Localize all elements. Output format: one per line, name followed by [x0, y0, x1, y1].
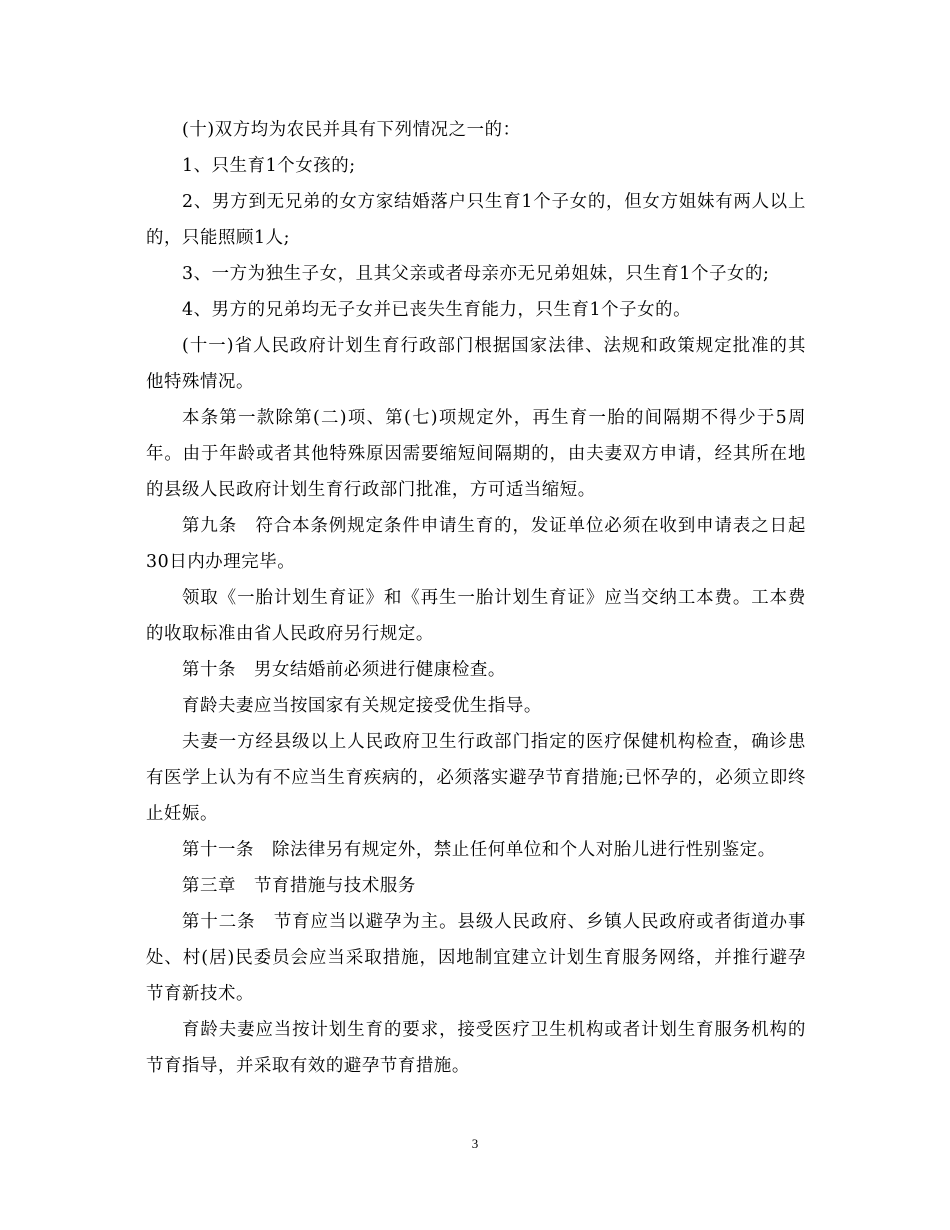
paragraph-rural-couples: (十)双方均为农民并具有下列情况之一的：: [182, 120, 521, 140]
paragraph-item-2: 2、男方到无兄弟的女方家结婚落户只生育1个子女的，但女方姐妹有两人以上的，只能照顾1人;: [146, 192, 806, 248]
paragraph-medical-check: 夫妻一方经县级以上人民政府卫生行政部门指定的医疗保健机构检查，确诊患有医学上认为有不应当生育疾病的，必须落实避孕节育措施;已怀孕的，必须立即终止妊娠。: [146, 732, 806, 824]
paragraph-item-1: 1、只生育1个女孩的;: [182, 156, 356, 176]
paragraph-article-12: 第十二条 节育应当以避孕为主。县级人民政府、乡镇人民政府或者街道办事处、村(居)民委员会应当采取措施，因地制宜建立计划生育服务网络，并推行避孕节育新技术。: [146, 912, 806, 1004]
paragraph-article-10: 第十条 男女结婚前必须进行健康检查。: [182, 660, 506, 680]
paragraph-item-3: 3、一方为独生子女，且其父亲或者母亲亦无兄弟姐妹，只生育1个子女的;: [182, 264, 770, 284]
paragraph-eugenics-guidance: 育龄夫妻应当按国家有关规定接受优生指导。: [182, 696, 542, 716]
paragraph-certificate-fee: 领取《一胎计划生育证》和《再生一胎计划生育证》应当交纳工本费。工本费的收取标准由省人民政府另行规定。: [146, 588, 806, 644]
paragraph-article-9: 第九条 符合本条例规定条件申请生育的，发证单位必须在收到申请表之日起30日内办理完毕。: [146, 516, 806, 572]
paragraph-contraception: 育龄夫妻应当按计划生育的要求，接受医疗卫生机构或者计划生育服务机构的节育指导，并采取有效的避孕节育措施。: [146, 1020, 806, 1076]
paragraph-item-4: 4、男方的兄弟均无子女并已丧失生育能力，只生育1个子女的。: [182, 300, 692, 320]
page-number: 3: [471, 1136, 479, 1151]
chapter-heading: 第三章 节育措施与技术服务: [182, 876, 416, 896]
paragraph-special-cases: (十一)省人民政府计划生育行政部门根据国家法律、法规和政策规定批准的其他特殊情况。: [146, 336, 806, 392]
document-body: [146, 112, 806, 1084]
paragraph-article-11: 第十一条 除法律另有规定外，禁止任何单位和个人对胎儿进行性别鉴定。: [182, 840, 776, 860]
paragraph-interval-rule: 本条第一款除第(二)项、第(七)项规定外，再生育一胎的间隔期不得少于5周年。由于年龄或者其他特殊原因需要缩短间隔期的，由夫妻双方申请，经其所在地的县级人民政府计划生育行政部门批准，方可适当缩短。: [146, 408, 806, 500]
